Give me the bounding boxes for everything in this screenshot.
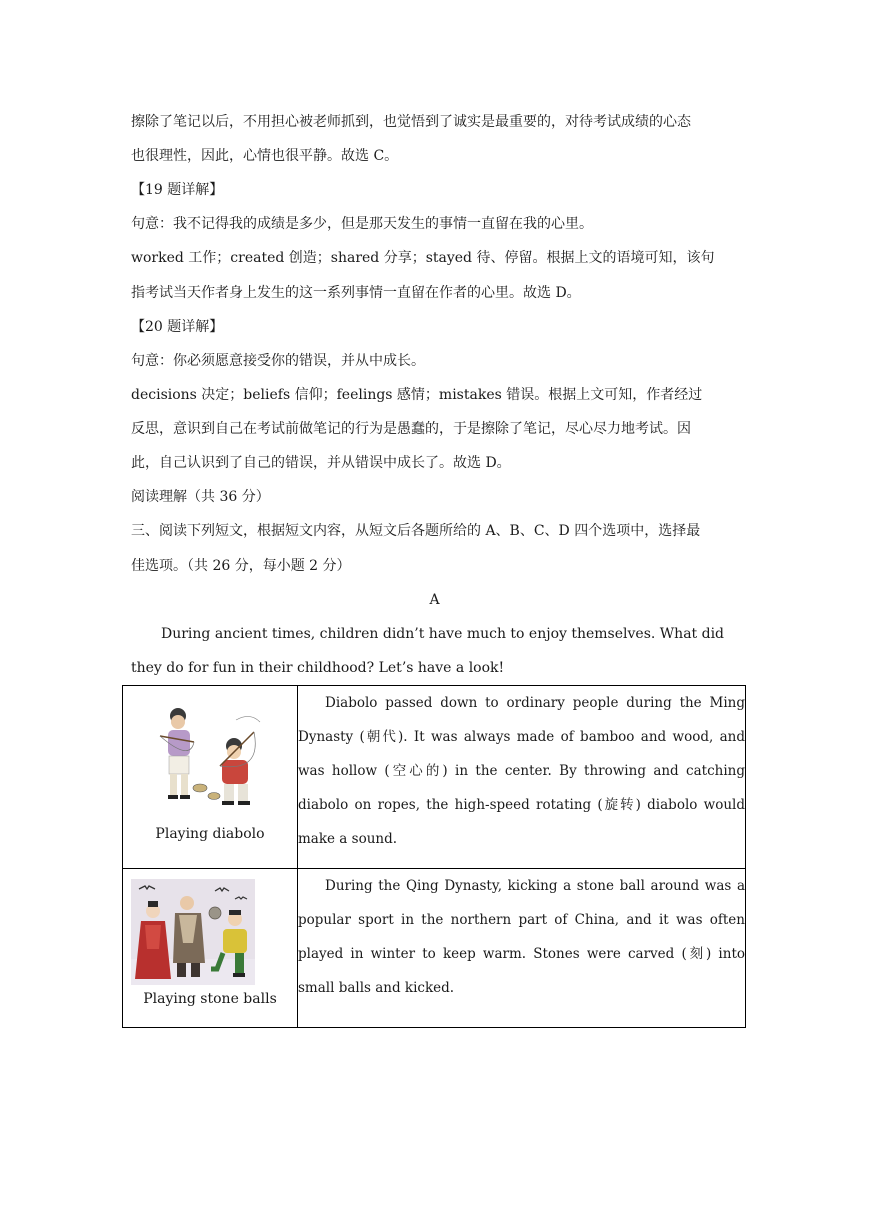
- description-text: During the Qing Dynasty, kicking a stone ball around was a popular sport in the northern part of China, and it was often played in winter to keep warm. Stones were carved (刻) into small balls and kicked.: [298, 878, 745, 996]
- instruction-line: 三、阅读下列短文，根据短文内容，从短文后各题所给的 A、B、C、D 四个选项中，选择最: [131, 523, 701, 539]
- image-cell: [123, 869, 298, 1028]
- image-caption: Playing stone balls: [143, 991, 277, 1007]
- answer-text-line: 此，自己认识到了自己的错误，并从错误中成长了。故选 D。: [131, 455, 511, 471]
- answer-text-line: decisions 决定；beliefs 信仰；feelings 感情；mistakes 错误。根据上文可知，作者经过: [131, 387, 703, 403]
- table-row: [123, 869, 746, 1028]
- instruction-line: 佳选项。（共 26 分，每小题 2 分）: [131, 558, 351, 574]
- section-heading: 阅读理解（共 36 分）: [131, 489, 270, 505]
- passage-label: A: [429, 592, 440, 608]
- table-row: [123, 686, 746, 869]
- answer-text-line: 句意：你必须愿意接受你的错误，并从中成长。: [131, 353, 425, 369]
- image-cell: [123, 686, 298, 869]
- answer-text-line: 也很理性，因此，心情也很平静。故选 C。: [131, 148, 399, 164]
- question-19-heading: 【19 题详解】: [131, 182, 224, 198]
- question-20-heading: 【20 题详解】: [131, 319, 224, 335]
- description-cell: [298, 686, 746, 869]
- games-table: [122, 685, 746, 1028]
- passage-text-line: During ancient times, children didn’t have much to enjoy themselves. What did: [161, 626, 725, 642]
- image-caption: Playing diabolo: [155, 826, 265, 842]
- description-text: Diabolo passed down to ordinary people during the Ming Dynasty (朝代). It was always made of bamboo and wood, and was hollow (空心的) in the center. By throwing and catching diabolo on ropes, the high-speed rotating (旋转) diabolo would make a sound.: [298, 695, 745, 847]
- stone-ball-illustration: [131, 879, 255, 985]
- answer-text-line: 句意：我不记得我的成绩是多少，但是那天发生的事情一直留在我的心里。: [131, 216, 593, 232]
- description-cell: [298, 869, 746, 1028]
- answer-text-line: 指考试当天作者身上发生的这一系列事情一直留在作者的心里。故选 D。: [131, 285, 581, 301]
- answer-text-line: 反思，意识到自己在考试前做笔记的行为是愚蠢的，于是擦除了笔记，尽心尽力地考试。因: [131, 421, 691, 437]
- passage-text-line: they do for fun in their childhood? Let’s have a look!: [131, 660, 505, 676]
- diabolo-illustration: [150, 702, 270, 820]
- answer-text-line: 擦除了笔记以后，不用担心被老师抓到，也觉悟到了诚实是最重要的，对待考试成绩的心态: [131, 114, 691, 130]
- answer-text-line: worked 工作；created 创造；shared 分享；stayed 待、停留。根据上文的语境可知，该句: [131, 250, 715, 266]
